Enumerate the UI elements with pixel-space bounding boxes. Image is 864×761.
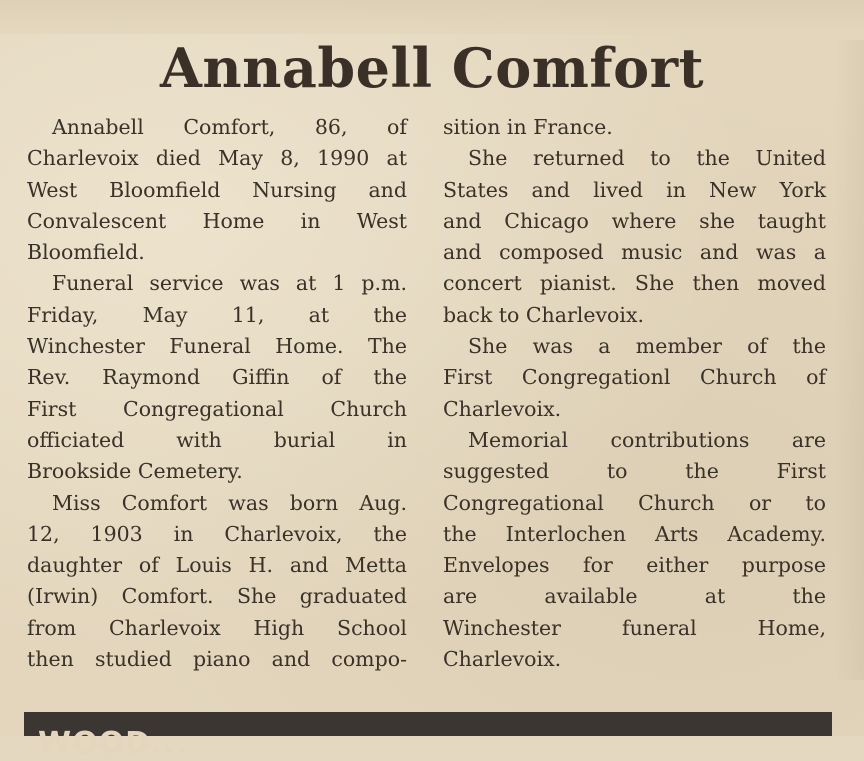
next-article-headline-bar — [24, 712, 832, 761]
article-text-line: She was a member of the — [468, 334, 826, 359]
article-text-line: Friday, May 11, at the — [27, 302, 407, 327]
article-text-line: Winchester Funeral Home. The — [27, 334, 407, 359]
article-column-right — [443, 112, 826, 675]
article-text-line: Memorial contributions are — [468, 427, 826, 452]
bleed-through-right — [834, 40, 864, 680]
bleed-through-top — [0, 0, 864, 34]
article-text-line: Annabell Comfort, 86, of — [52, 115, 407, 139]
article-text-line: Charlevoix. — [443, 647, 562, 672]
next-article-headline: WOOD... — [38, 726, 189, 761]
article-text-line: are available at the — [443, 584, 826, 609]
article-text-line: Brookside Cemetery. — [27, 459, 243, 484]
article-text-line: Envelopes for either purpose — [443, 553, 826, 578]
article-text-line: First Congregational Church — [27, 396, 407, 421]
article-text-line: and Chicago where she taught — [443, 208, 826, 233]
article-text-line: Rev. Raymond Giffin of the — [27, 365, 407, 390]
article-text-line: Miss Comfort was born Aug. — [52, 490, 407, 515]
article-text-line: 12, 1903 in Charlevoix, the — [27, 521, 407, 546]
article-text-line: West Bloomfield Nursing and — [27, 177, 407, 202]
article-text-line: States and lived in New York — [443, 177, 826, 202]
article-text-line: Charlevoix. — [443, 396, 562, 421]
article-text-line: daughter of Louis H. and Metta — [27, 553, 407, 578]
article-text-line: Congregational Church or to — [443, 490, 826, 515]
article-text-line: Convalescent Home in West — [27, 208, 407, 233]
article-text-line: First Congregationl Church of — [443, 365, 826, 390]
article-text-line: sition in France. — [443, 115, 613, 139]
article-text-line: suggested to the First — [443, 459, 826, 484]
article-text-line: then studied piano and compo- — [27, 647, 407, 672]
article-text-line: the Interlochen Arts Academy. — [443, 521, 826, 546]
article-text-line: She returned to the United — [468, 146, 826, 171]
article-text-line: Charlevoix died May 8, 1990 at — [27, 146, 407, 171]
article-column-left — [27, 112, 407, 675]
obituary-title: Annabell Comfort — [159, 36, 705, 100]
article-text-line: and composed music and was a — [443, 240, 826, 265]
article-text-line: Funeral service was at 1 p.m. — [52, 271, 407, 296]
article-text-line: Winchester funeral Home, — [443, 615, 826, 640]
article-text-line: officiated with burial in — [27, 427, 407, 452]
article-text-line: back to Charlevoix. — [443, 302, 645, 327]
article-text-line: concert pianist. She then moved — [443, 271, 826, 296]
article-text-line: from Charlevoix High School — [27, 615, 407, 640]
article-text-line: (Irwin) Comfort. She graduated — [27, 584, 407, 609]
article-text-line: Bloomfield. — [27, 240, 145, 265]
